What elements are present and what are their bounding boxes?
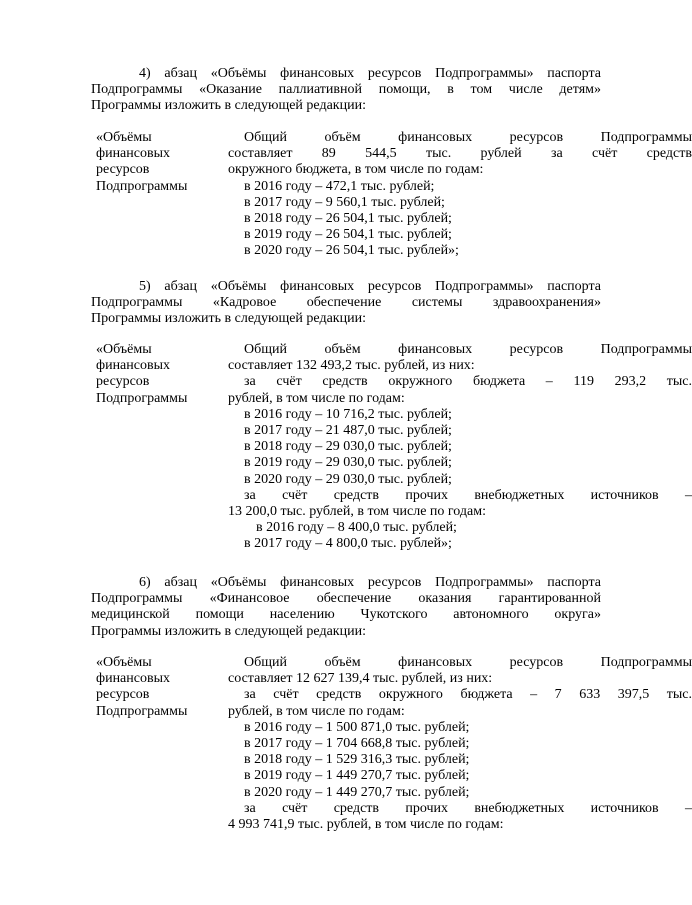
label-line: ресурсов [96, 687, 150, 703]
intro-line: Программы изложить в следующей редакции: [91, 98, 366, 114]
label-line: «Объёмы [96, 655, 152, 670]
content-line: за счёт средств окружного бюджета – 119 293,2 тыс. [244, 374, 692, 390]
content-line: в 2020 году – 1 449 270,7 тыс. рублей; [244, 784, 470, 800]
label-line: Подпрограммы [96, 390, 188, 406]
content-line: 4 993 741,9 тыс. рублей, в том числе по годам: [228, 816, 504, 832]
label-line: «Объёмы [96, 130, 152, 145]
content-line: в 2018 году – 29 030,0 тыс. рублей; [244, 439, 452, 455]
content-line: в 2020 году – 26 504,1 тыс. рублей»; [244, 243, 459, 259]
content-line: в 2019 году – 29 030,0 тыс. рублей; [244, 455, 452, 471]
content-line: рублей, в том числе по годам: [228, 703, 405, 719]
content-line: Общий объём финансовых ресурсов Подпрограммы [244, 342, 692, 357]
content-line: в 2017 году – 9 560,1 тыс. рублей; [244, 194, 445, 210]
content-line: рублей, в том числе по годам: [228, 390, 405, 406]
label-line: «Объёмы [96, 342, 152, 357]
content-line: в 2020 году – 29 030,0 тыс. рублей; [244, 471, 452, 487]
intro-line: Подпрограммы «Кадровое обеспечение системы здравоохранения» [91, 295, 601, 311]
intro-line: 5) абзац «Объёмы финансовых ресурсов Подпрограммы» паспорта [139, 279, 601, 294]
content-line: в 2017 году – 1 704 668,8 тыс. рублей; [244, 735, 470, 751]
intro-line: Программы изложить в следующей редакции: [91, 311, 366, 327]
content-cell [228, 342, 692, 552]
content-line: составляет 12 627 139,4 тыс. рублей, из них: [228, 671, 493, 687]
section-6-intro [91, 575, 601, 640]
content-line: в 2016 году – 472,1 тыс. рублей; [244, 178, 435, 194]
label-line: финансовых [96, 146, 170, 162]
content-line: окружного бюджета, в том числе по годам: [228, 162, 484, 178]
label-line: Подпрограммы [96, 178, 188, 194]
label-line: финансовых [96, 358, 170, 374]
label-cell [96, 130, 226, 195]
content-line: в 2016 году – 1 500 871,0 тыс. рублей; [244, 719, 470, 735]
label-cell [96, 655, 226, 720]
content-cell [228, 655, 692, 833]
content-line: Общий объём финансовых ресурсов Подпрограммы [244, 655, 692, 670]
content-line: в 2016 году – 10 716,2 тыс. рублей; [244, 406, 452, 422]
intro-line: 4) абзац «Объёмы финансовых ресурсов Подпрограммы» паспорта [139, 66, 601, 81]
label-line: ресурсов [96, 374, 150, 390]
content-line: в 2016 году – 8 400,0 тыс. рублей; [256, 520, 457, 536]
label-line: финансовых [96, 671, 170, 687]
label-line: ресурсов [96, 162, 150, 178]
label-line: Подпрограммы [96, 703, 188, 719]
content-line: в 2018 году – 26 504,1 тыс. рублей; [244, 210, 452, 226]
content-line: за счёт средств прочих внебюджетных источников – [244, 800, 692, 816]
section-5-intro [91, 279, 601, 328]
content-line: в 2017 году – 21 487,0 тыс. рублей; [244, 422, 452, 438]
content-line: 13 200,0 тыс. рублей, в том числе по годам: [228, 503, 486, 519]
content-line: составляет 89 544,5 тыс. рублей за счёт средств [228, 146, 692, 162]
content-line: в 2017 году – 4 800,0 тыс. рублей»; [244, 536, 452, 552]
intro-line: Подпрограммы «Оказание паллиативной помощи, в том числе детям» [91, 82, 601, 98]
section-4-intro [91, 66, 601, 115]
content-line: за счёт средств окружного бюджета – 7 633 397,5 тыс. [244, 687, 692, 703]
intro-line: 6) абзац «Объёмы финансовых ресурсов Подпрограммы» паспорта [139, 575, 601, 590]
intro-line: Программы изложить в следующей редакции: [91, 623, 366, 639]
content-cell [228, 130, 692, 260]
label-cell [96, 342, 226, 407]
content-line: в 2019 году – 26 504,1 тыс. рублей; [244, 227, 452, 243]
intro-line: медицинской помощи населению Чукотского автономного округа» [91, 607, 601, 623]
content-line: составляет 132 493,2 тыс. рублей, из них: [228, 358, 475, 374]
content-line: в 2018 году – 1 529 316,3 тыс. рублей; [244, 752, 470, 768]
content-line: за счёт средств прочих внебюджетных источников – [244, 487, 692, 503]
intro-line: Подпрограммы «Финансовое обеспечение оказания гарантированной [91, 591, 601, 607]
content-line: Общий объём финансовых ресурсов Подпрограммы [244, 130, 692, 145]
content-line: в 2019 году – 1 449 270,7 тыс. рублей; [244, 768, 470, 784]
